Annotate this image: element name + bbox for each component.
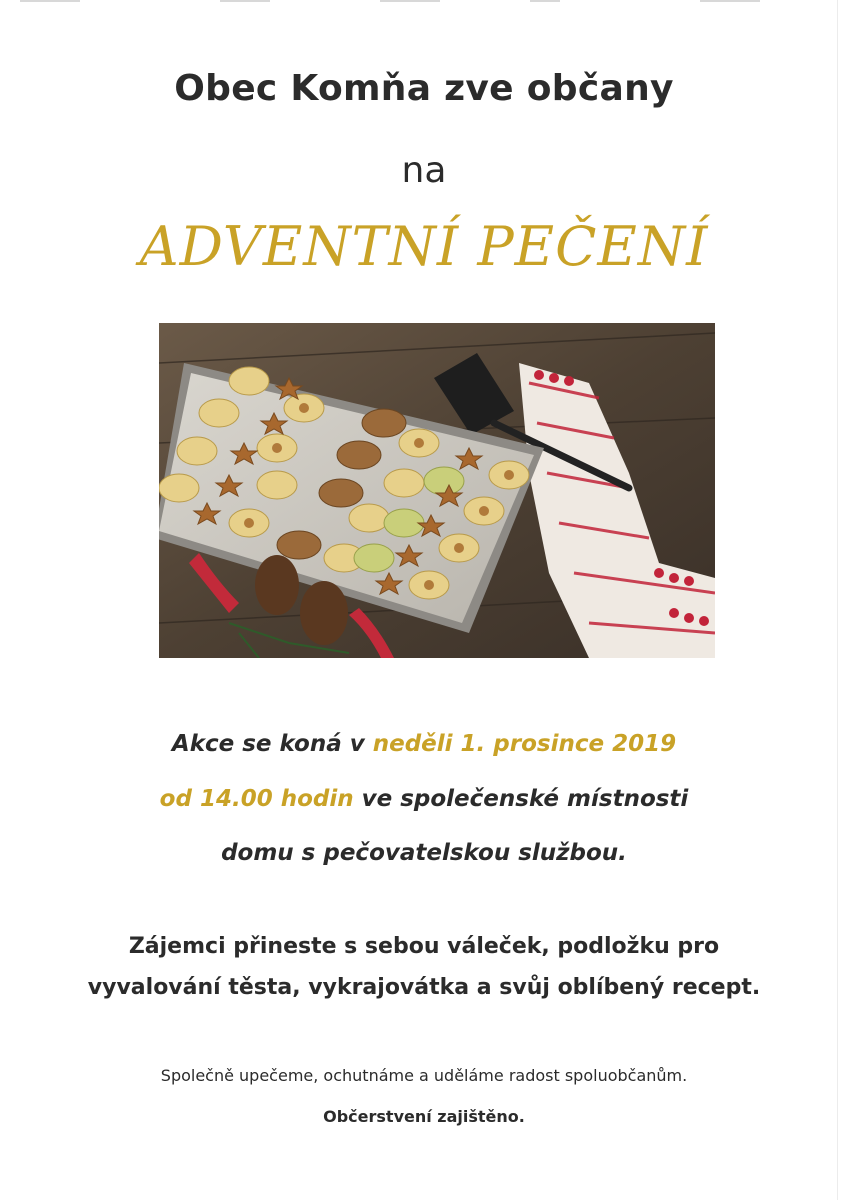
venue-line: domu s pečovatelskou službou. — [221, 840, 627, 866]
event-date: neděli 1. prosince 2019 — [372, 731, 677, 757]
event-time-line — [0, 786, 848, 812]
event-headline: ADVENTNÍ PEČENÍ — [139, 215, 709, 278]
date-prefix: Akce se koná v — [171, 731, 373, 757]
venue-text: ve společenské místnosti — [353, 786, 689, 812]
instructions-line-2: vyvalování těsta, vykrajovátka a svůj oblíbený recept. — [87, 975, 761, 1000]
footer-note: Společně upečeme, ochutnáme a uděláme radost spoluobčanům. — [160, 1066, 688, 1085]
event-time: od 14.00 hodin — [159, 786, 354, 812]
preposition-text: na — [401, 150, 447, 191]
instructions-line-1: Zájemci přineste s sebou váleček, podložku pro — [128, 934, 720, 959]
page-title: Obec Komňa zve občany — [174, 68, 674, 109]
scan-top-edge — [0, 0, 848, 4]
refreshments-note: Občerstvení zajištěno. — [323, 1107, 525, 1126]
cookie-tray-photo — [159, 323, 715, 658]
event-date-line — [0, 731, 848, 757]
